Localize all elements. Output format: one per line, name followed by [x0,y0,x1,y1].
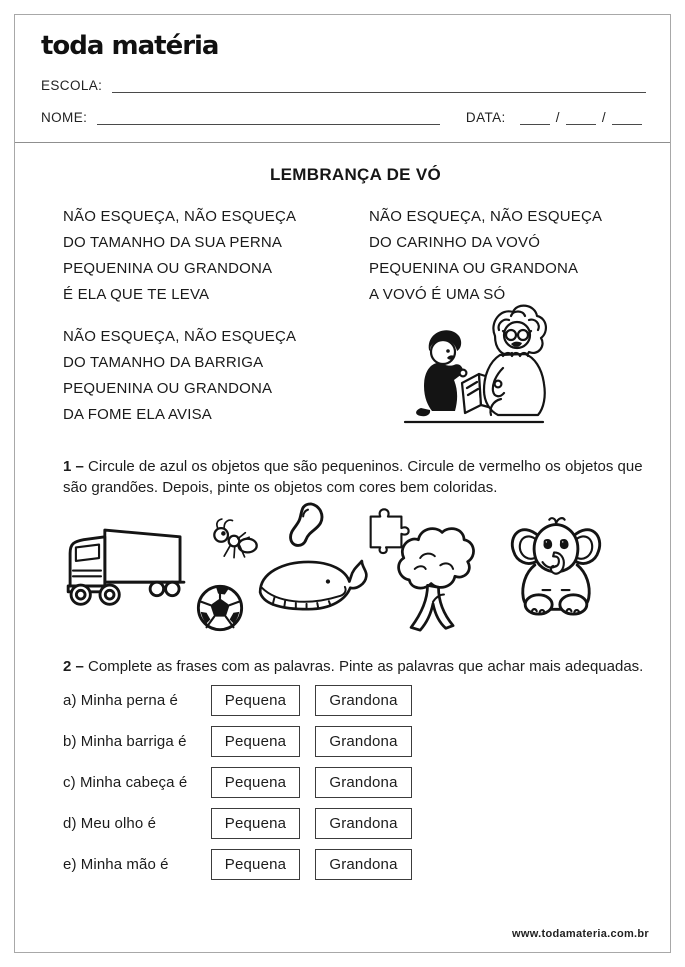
option-pequena[interactable]: Pequena [211,685,300,716]
elephant-image[interactable] [507,513,605,617]
poem-line: PEQUENINA OU GRANDONA [63,260,273,277]
item-label: a) Minha perna é [63,691,179,709]
poem-line: NÃO ESQUEÇA, NÃO ESQUEÇA [63,208,297,225]
name-date-row [41,110,646,125]
toda-materia-logo: toda matéria [41,31,219,61]
name-label: NOME: [41,110,88,125]
truck-image[interactable] [53,505,201,613]
date-group [466,110,646,125]
page-header [15,15,670,143]
option-grandona[interactable]: Grandona [315,767,412,798]
poem-line: PEQUENINA OU GRANDONA [369,260,579,277]
exercise1-instructions [63,457,648,498]
worksheet-title: LEMBRANÇA DE VÓ [269,165,442,184]
exercise2-item-a [63,685,648,716]
worksheet-page [14,14,671,953]
bean-image[interactable] [287,501,327,551]
poem-line: A VOVÓ É UMA SÓ [369,286,506,303]
ant-image[interactable] [209,513,259,563]
grandmother-reading-image [399,298,549,430]
name-write-line[interactable] [97,110,440,125]
exercise2-item-c [63,767,648,798]
poem-line: DA FOME ELA AVISA [63,406,213,423]
poem-stanza-2 [63,324,369,442]
poem-row-2 [63,324,648,442]
poem-line: PEQUENINA OU GRANDONA [63,380,273,397]
poem-line: É ELA QUE TE LEVA [63,286,210,303]
footer-url: www.todamateria.com.br [512,928,649,940]
poem-line: NÃO ESQUEÇA, NÃO ESQUEÇA [63,328,297,345]
item-label: c) Minha cabeça é [63,773,188,791]
soccer-ball-image[interactable] [195,583,245,633]
item-label: d) Meu olho é [63,814,157,832]
whale-image[interactable] [253,545,369,627]
poem-row-1 [63,204,648,308]
poem-line: DO TAMANHO DA BARRIGA [63,354,264,371]
exercise2-item-d [63,808,648,839]
item-label: b) Minha barriga é [63,732,187,750]
option-pequena[interactable]: Pequena [211,726,300,757]
date-separator: / [555,110,560,125]
option-pequena[interactable]: Pequena [211,808,300,839]
poem-line: NÃO ESQUEÇA, NÃO ESQUEÇA [369,208,603,225]
option-pequena[interactable]: Pequena [211,767,300,798]
date-separator: / [601,110,606,125]
exercise2-instructions [63,657,648,678]
exercise2-text: Complete as frases com as palavras. Pinte as palavras que achar mais adequadas. [88,658,644,675]
poem-stanza-3 [369,204,675,308]
option-grandona[interactable]: Grandona [315,726,412,757]
option-pequena[interactable]: Pequena [211,849,300,880]
item-label: e) Minha mão é [63,855,169,873]
option-grandona[interactable]: Grandona [315,685,412,716]
date-month-line[interactable] [566,110,596,125]
poem-line: DO CARINHO DA VOVÓ [369,234,541,251]
exercise1-number: 1 – [63,458,84,475]
exercise2-item-e [63,849,648,880]
tree-image[interactable] [391,517,475,641]
date-label: DATA: [465,110,506,125]
date-year-line[interactable] [612,110,642,125]
option-grandona[interactable]: Grandona [315,808,412,839]
poem-stanza-1 [63,204,369,308]
poem-line: DO TAMANHO DA SUA PERNA [63,234,283,251]
worksheet-content [15,165,670,945]
option-grandona[interactable]: Grandona [315,849,412,880]
exercise2-number: 2 – [63,658,84,675]
school-field-row [41,78,646,93]
school-label: ESCOLA: [41,78,103,93]
exercise1-text: Circule de azul os objetos que são pequeninos. Circule de vermelho os objetos que são grandões. Depois, pinte os objetos com cores bem coloridas. [63,458,643,496]
exercise1-objects [63,499,648,649]
school-write-line[interactable] [112,78,646,93]
exercise2-item-b [63,726,648,757]
date-day-line[interactable] [520,110,550,125]
